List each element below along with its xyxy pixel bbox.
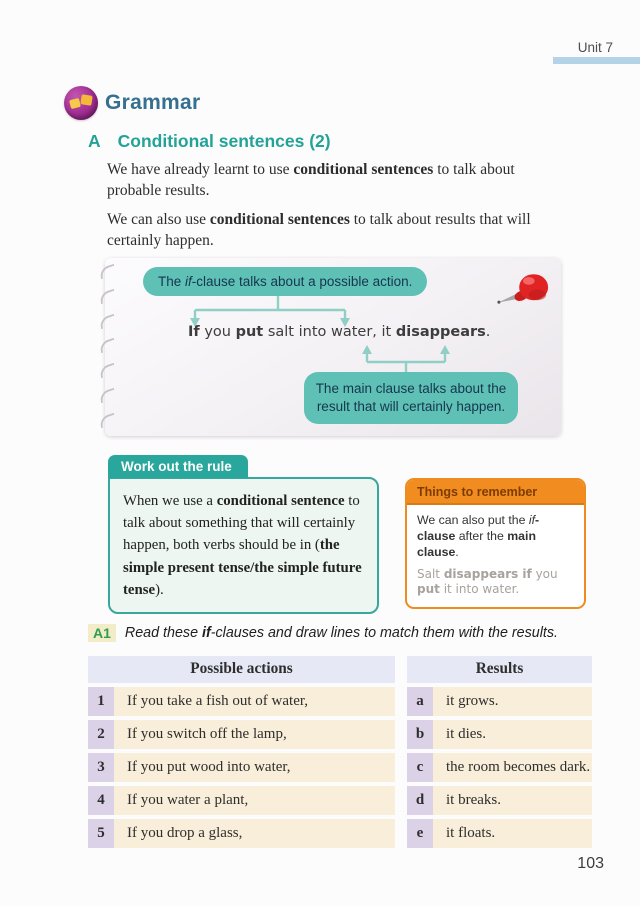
column-header-results: Results <box>407 656 592 683</box>
page-number: 103 <box>577 855 604 872</box>
paragraph-1: We have already learnt to use conditional sentences to talk about probable results. <box>107 161 515 199</box>
result-cell: it breaks. <box>433 786 592 815</box>
unit-underline-bar <box>553 57 640 64</box>
exercise-badge: A1 <box>88 624 116 642</box>
paragraph-2: We can also use conditional sentences to talk about results that will certainly happen. <box>107 211 531 249</box>
result-cell: it floats. <box>433 819 592 848</box>
section-heading <box>88 131 331 152</box>
exercise-a1-line <box>88 624 558 642</box>
result-cell: it grows. <box>433 687 592 716</box>
row-number: 1 <box>88 687 114 716</box>
things-to-remember-text: We can also put the if-clause after the main clause. <box>417 513 540 560</box>
rule-box: When we use a conditional sentence to talk about something that will certainly happen, both verbs should be in (the simple present tense/the simple future tense). <box>108 477 379 614</box>
grammar-badge-icon <box>64 86 98 120</box>
grammar-header <box>64 86 200 120</box>
if-clause-callout: The if-clause talks about a possible action. <box>143 267 427 296</box>
matching-table <box>88 656 592 848</box>
result-cell: it dies. <box>433 720 592 749</box>
grammar-title: Grammar <box>105 91 201 114</box>
notebook-panel <box>105 258 561 436</box>
things-to-remember-box <box>405 478 586 609</box>
row-number: 2 <box>88 720 114 749</box>
action-cell: If you water a plant, <box>114 786 395 815</box>
section-title: Conditional sentences (2) <box>117 131 331 151</box>
row-letter: d <box>407 786 433 815</box>
exercise-instruction: Read these if-clauses and draw lines to match them with the results. <box>124 625 559 641</box>
intro-paragraphs <box>107 160 563 260</box>
example-sentence: If you put salt into water, it disappears. <box>188 324 491 340</box>
result-cell: the room becomes dark. <box>433 753 592 782</box>
things-to-remember-title: Things to remember <box>407 480 584 505</box>
row-letter: a <box>407 687 433 716</box>
column-header-possible-actions: Possible actions <box>88 656 395 683</box>
main-clause-callout: The main clause talks about the result that will certainly happen. <box>304 372 518 424</box>
action-cell: If you put wood into water, <box>114 753 395 782</box>
row-letter: b <box>407 720 433 749</box>
action-cell: If you drop a glass, <box>114 819 395 848</box>
section-letter: A <box>88 131 101 151</box>
action-cell: If you take a fish out of water, <box>114 687 395 716</box>
things-to-remember-example: Salt disappears if you put it into water. <box>417 566 558 597</box>
row-number: 5 <box>88 819 114 848</box>
row-number: 3 <box>88 753 114 782</box>
row-number: 4 <box>88 786 114 815</box>
row-letter: c <box>407 753 433 782</box>
action-cell: If you switch off the lamp, <box>114 720 395 749</box>
unit-label: Unit 7 <box>577 40 613 55</box>
pushpin-icon <box>495 266 553 320</box>
row-letter: e <box>407 819 433 848</box>
work-out-the-rule-tab: Work out the rule <box>108 455 248 478</box>
